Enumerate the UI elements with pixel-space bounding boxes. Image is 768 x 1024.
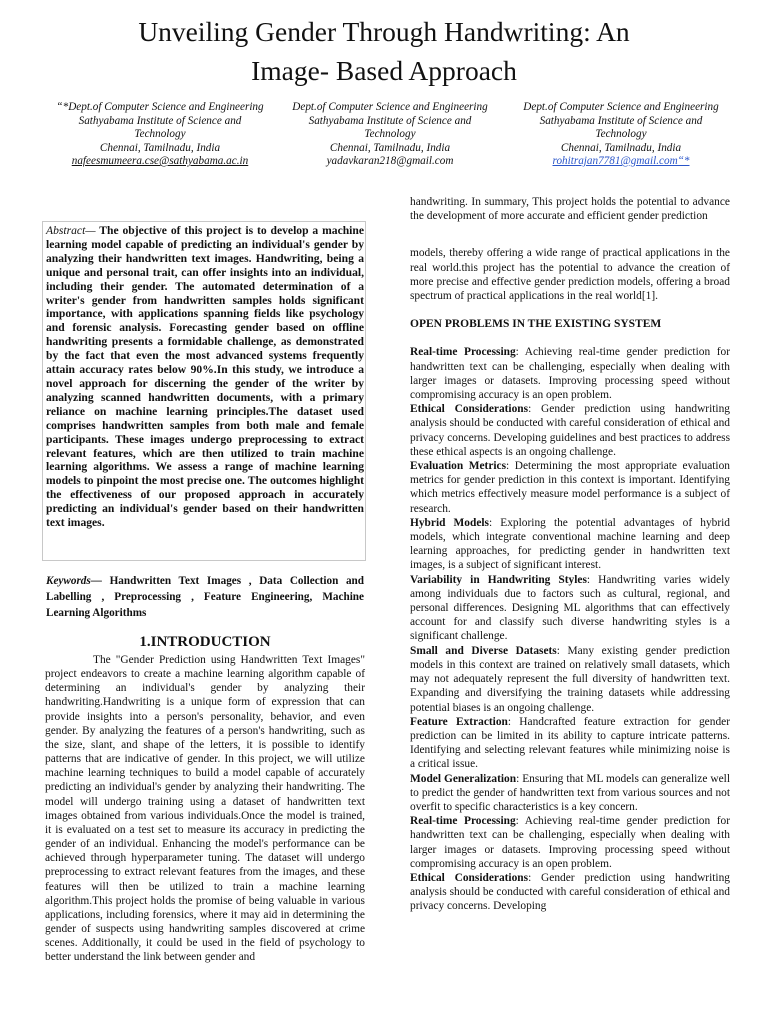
- author-email[interactable]: nafeesmumeera.cse@sathyabama.ac.in: [71, 155, 249, 167]
- author-dept: Dept.of Computer Science and Engineering: [292, 101, 488, 113]
- item-term: Variability in Handwriting Styles: [410, 573, 587, 586]
- item-term: Ethical Considerations: [410, 871, 529, 884]
- list-item: [410, 814, 730, 871]
- list-item: [410, 871, 730, 914]
- item-text: : Exploring the potential advantages of hybrid models, which integrate conventional machine learning and deep learning approaches, for predicting gender in handwritten text images, is a subject of significant interest.: [410, 516, 730, 572]
- author-institute-2: Technology: [364, 128, 416, 140]
- author-institute: Sathyabama Institute of Science and: [539, 114, 703, 127]
- author-affiliation-3: [501, 101, 741, 169]
- right-paragraph-1: handwriting. In summary, This project holds the potential to advance the development of more accurate and efficient gender prediction: [410, 196, 730, 223]
- right-paragraph-2: models, thereby offering a wide range of practical applications in the real world.this project has the potential to advance the creation of more precise and effective gender prediction models, offering a broad spectrum of practical applications in the real world[1].: [410, 247, 730, 303]
- item-term: Real-time Processing: [410, 346, 516, 359]
- list-item: [410, 345, 730, 402]
- author-affiliation-1: [40, 101, 280, 169]
- list-item: [410, 772, 730, 815]
- author-dept: Dept.of Computer Science and Engineering: [523, 101, 719, 113]
- right-column: [410, 195, 730, 914]
- author-city: Chennai, Tamilnadu, India: [329, 141, 451, 154]
- item-text: : Handwriting varies widely among individuals due to factors such as cultural, regional, and personal differences. Designing ML algorithms that can effectively account for and classify such diverse handwriting styles is a significant challenge.: [410, 573, 730, 643]
- keywords: [46, 573, 364, 621]
- abstract-label: Abstract—: [46, 224, 96, 237]
- item-text: : Handcrafted feature extraction for gender prediction can be limited in its ability to capture intricate patterns. Identifying and selecting relevant features while minimizing noise is a critical issue.: [410, 715, 730, 771]
- paper-title: [0, 12, 768, 90]
- item-term: Ethical Considerations: [410, 403, 529, 416]
- item-term: Evaluation Metrics: [410, 460, 507, 473]
- keywords-text: Handwritten Text Images , Data Collection and Labelling , Preprocessing , Feature Engineering, Machine Learning Algorithms: [46, 575, 364, 619]
- item-text: : Gender prediction using handwriting analysis should be conducted with careful consideration of ethical and privacy concerns. Developing guidelines and best practices to address these ethical aspects is an ongoing challenge.: [410, 403, 730, 458]
- item-term: Hybrid Models: [410, 516, 489, 529]
- item-text: : Achieving real-time gender prediction for handwritten text can be challenging, especially when dealing with larger images or datasets. Improving processing speed without compromising accuracy is an open problem.: [410, 346, 730, 402]
- list-item: [410, 459, 730, 516]
- author-city: Chennai, Tamilnadu, India: [99, 141, 221, 154]
- author-institute: Sathyabama Institute of Science and: [78, 114, 242, 127]
- open-problems-list: [410, 345, 730, 913]
- item-text: : Determining the most appropriate evaluation metrics for gender prediction in this context is important. Identifying which metrics effectively measure model performance is a subject of research.: [410, 460, 730, 515]
- list-item: [410, 715, 730, 772]
- list-item: [410, 644, 730, 715]
- item-term: Model Generalization: [410, 772, 517, 785]
- author-email[interactable]: rohitrajan7781@gmail.com“*: [552, 155, 690, 167]
- author-city: Chennai, Tamilnadu, India: [560, 141, 682, 154]
- author-dept: “*Dept.of Computer Science and Engineering: [56, 101, 264, 113]
- item-text: : Ensuring that ML models can generalize well to predict the gender of handwritten text from various sources and not overfit to specific characteristics is a key concern.: [410, 772, 730, 813]
- author-institute: Sathyabama Institute of Science and: [308, 114, 472, 127]
- author-institute-2: Technology: [134, 128, 186, 140]
- item-text: : Gender prediction using handwriting analysis should be conducted with careful consideration of ethical and privacy concerns. Developing: [410, 871, 730, 913]
- item-text: : Many existing gender prediction models in this context are trained on relatively small datasets, which may not adequately represent the full diversity of handwritten text. Expanding and diversifying the training datasets while addressing potential biases is an ongoing challenge.: [410, 644, 730, 714]
- keywords-label: Keywords—: [46, 575, 102, 587]
- title-line-2: Image- Based Approach: [251, 55, 517, 86]
- list-item: [410, 573, 730, 644]
- title-line-1: Unveiling Gender Through Handwriting: An: [138, 16, 630, 47]
- item-text: : Achieving real-time gender prediction for handwritten text can be challenging, especially when dealing with larger images or datasets. Improving processing speed without compromising accuracy is an open problem.: [410, 815, 730, 870]
- item-term: Feature Extraction: [410, 715, 508, 728]
- list-item: [410, 516, 730, 573]
- open-problems-heading: OPEN PROBLEMS IN THE EXISTING SYSTEM: [410, 318, 662, 331]
- item-term: Small and Diverse Datasets: [410, 644, 557, 657]
- author-affiliation-2: [270, 101, 510, 169]
- author-email: yadavkaran218@gmail.com: [326, 155, 454, 167]
- introduction-text: The "Gender Prediction using Handwritten Text Images" project endeavors to create a machine learning algorithm capable of determining an individual's gender by analyzing their handwriting.Handwriting is a unique form of expression that can provide insights into a person's personality, behavior, and even gender. By analyzing the features of a person's handwriting, such as the size, slant, and shape of the letters, it is possible to identify patterns that are indicative of gender. In this project, we will utilize machine learning techniques to build a model capable of accurately predicting an individual's gender by analyzing their handwriting. The model will undergo training using a dataset of handwritten text images obtained from various individuals.Once the model is trained, it is evaluated on a test set to measure its accuracy in predicting the gender of an individual. Enhancing the model's performance can be achieved through hyperparameter tuning. The dataset will undergo preprocessing to extract relevant features from the images, and these features will then be utilized to train a machine learning algorithm.This project holds the promise of being valuable in various applications, including forensics, where it may aid in determining the gender of suspects using handwriting samples discovered at crime scenes. Additionally, it could be used in the field of psychology to better understand the link between gender and: [45, 654, 365, 964]
- list-item: [410, 402, 730, 459]
- author-institute-2: Technology: [595, 128, 647, 140]
- abstract-text: The objective of this project is to develop a machine learning model capable of predicting an individual's gender by analyzing their handwritten text images. Handwriting, being a unique and personal trait, can offer insights into an individual, including their gender. The automated determination of a writer's gender from handwritten samples holds significant importance, with applications spanning fields like psychology and forensic analysis. Forecasting gender based on offline handwriting presents a formidable challenge, as demonstrated by the fact that even the most advanced systems frequently attain accuracy rates below 90%.In this study, we introduce a novel approach for discerning the gender of the writer by analyzing scanned handwritten documents, with a primary reliance on machine learning principles.The dataset used comprises handwritten samples from both male and female participants. These images undergo preprocessing to extract relevant features, which are then utilized to train machine learning algorithms. We assess a range of machine learning models to pinpoint the most precise one. The outcomes highlight the effectiveness of our proposed approach in accurately predicting an individual's gender based on their handwritten text images.: [46, 224, 364, 530]
- introduction-heading: 1.INTRODUCTION: [139, 634, 271, 650]
- item-term: Real-time Processing: [410, 815, 516, 828]
- abstract: [46, 224, 364, 530]
